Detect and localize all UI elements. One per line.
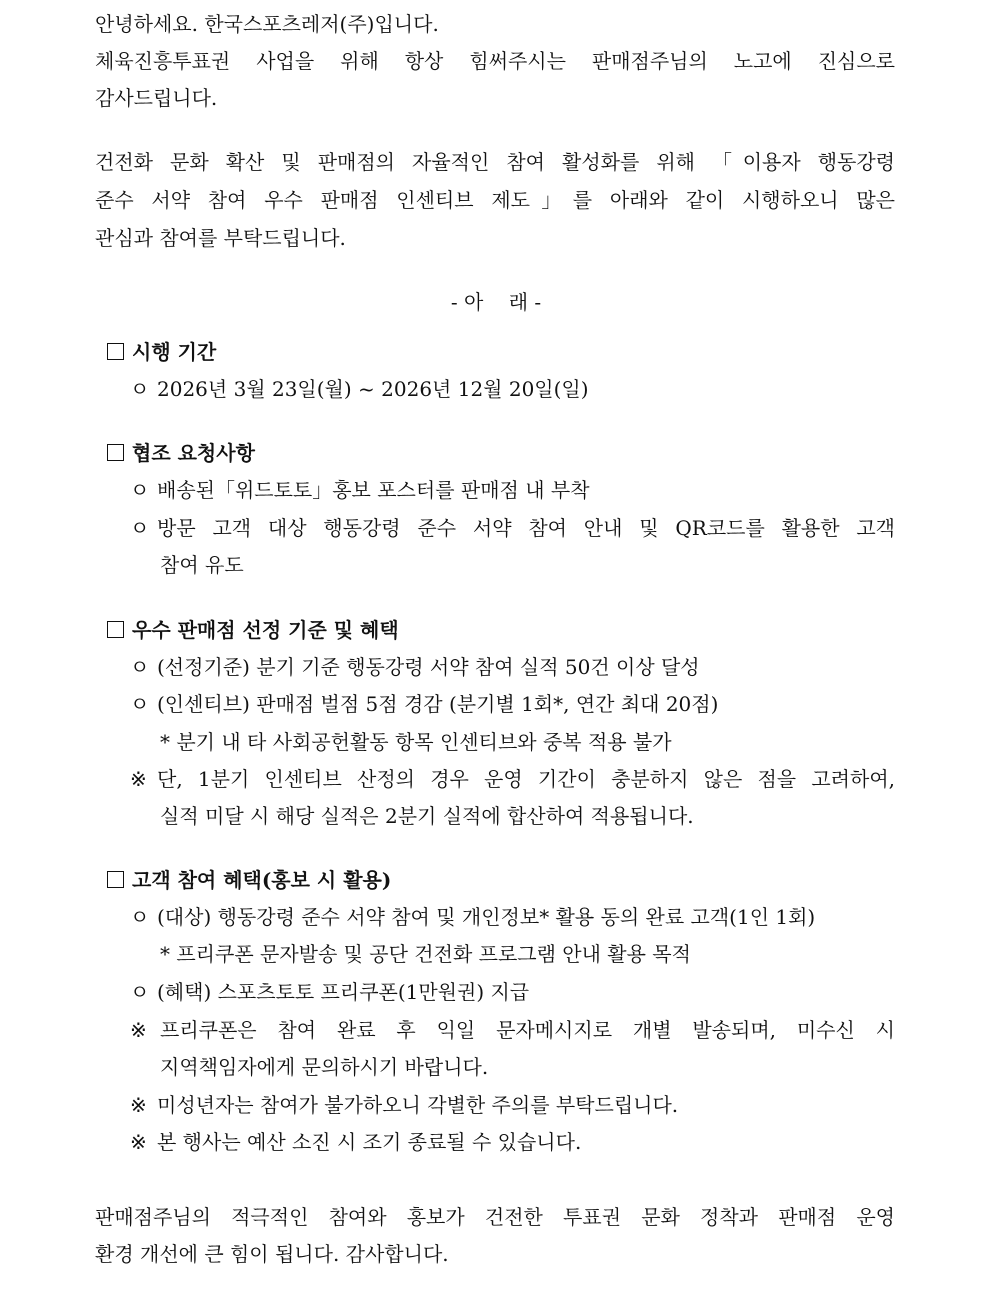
note-text: 미성년자는 참여가 불가하오니 각별한 주의를 부탁드립니다. [157,1093,679,1117]
circle-bullet-icon: ㅇ [130,980,150,1004]
reference-mark-icon: ※ [130,1018,147,1042]
list-item [130,375,930,403]
note-continuation: 지역책임자에게 문의하시기 바랍니다. [160,1055,489,1079]
circle-bullet-icon: ㅇ [130,655,150,679]
checkbox-icon [107,871,124,888]
section-heading [107,866,907,894]
list-item-text: (혜택) 스포츠토토 프리쿠폰(1만원권) 지급 [157,980,530,1004]
circle-bullet-icon: ㅇ [130,377,150,401]
note-text: 프리쿠폰은 참여 완료 후 익일 문자메시지로 개별 발송되며, 미수신 시 [160,1018,895,1042]
footnote: * 프리쿠폰 문자발송 및 공단 건전화 프로그램 안내 활용 목적 [160,942,691,966]
section-title: 협조 요청사항 [132,441,255,465]
note-item [130,1128,930,1156]
footnote: * 분기 내 타 사회공헌활동 항목 인센티브와 중복 적용 불가 [160,730,672,754]
list-item-text: 2026년 3월 23일(월) ~ 2026년 12월 20일(일) [157,377,589,401]
note-item [130,765,930,793]
circle-bullet-icon: ㅇ [130,478,150,502]
checkbox-icon [107,444,124,461]
intro-line: 감사드립니다. [95,86,218,110]
list-item-text: 방문 고객 대상 행동강령 준수 서약 참여 안내 및 QR코드를 활용한 고객 [157,516,895,540]
section-title: 우수 판매점 선정 기준 및 혜택 [132,618,399,642]
circle-bullet-icon: ㅇ [130,516,150,540]
section-heading [107,616,907,644]
checkbox-icon [107,621,124,638]
circle-bullet-icon: ㅇ [130,905,150,929]
list-item-text: (인센티브) 판매점 벌점 5점 경감 (분기별 1회*, 연간 최대 20점) [157,692,719,716]
reference-mark-icon: ※ [130,1093,147,1117]
list-item [130,653,930,681]
list-item-text: (선정기준) 분기 기준 행동강령 서약 참여 실적 50건 이상 달성 [157,655,700,679]
intro-line: 건전화 문화 확산 및 판매점의 자율적인 참여 활성화를 위해 「이용자 행동강령 [95,150,895,174]
list-item [130,903,930,931]
intro-line: 체육진흥투표권 사업을 위해 항상 힘써주시는 판매점주님의 노고에 진심으로 [95,49,895,73]
closing-line: 환경 개선에 큰 힘이 됩니다. 감사합니다. [95,1242,449,1266]
checkbox-icon [107,343,124,360]
reference-mark-icon: ※ [130,767,147,791]
list-item [130,476,930,504]
note-item [130,1016,930,1044]
note-item [130,1091,930,1119]
note-text: 단, 1분기 인센티브 산정의 경우 운영 기간이 충분하지 않은 점을 고려하여, [157,767,895,791]
reference-mark-icon: ※ [130,1130,147,1154]
note-text: 본 행사는 예산 소진 시 조기 종료될 수 있습니다. [157,1130,582,1154]
section-title: 고객 참여 혜택(홍보 시 활용) [132,868,392,892]
circle-bullet-icon: ㅇ [130,692,150,716]
intro-line: 관심과 참여를 부탁드립니다. [95,226,346,250]
note-continuation: 실적 미달 시 해당 실적은 2분기 실적에 합산하여 적용됩니다. [160,804,694,828]
section-divider: - 아 래 - [450,290,542,314]
list-item [130,978,930,1006]
list-item-text: 배송된「위드토토」홍보 포스터를 판매점 내 부착 [157,478,590,502]
closing-line: 판매점주님의 적극적인 참여와 홍보가 건전한 투표권 문화 정착과 판매점 운영 [95,1205,895,1229]
section-title: 시행 기간 [132,340,217,364]
intro-line: 안녕하세요. 한국스포츠레저(주)입니다. [95,12,439,36]
list-item [130,514,930,542]
list-item-text: (대상) 행동강령 준수 서약 참여 및 개인정보* 활용 동의 완료 고객(1인 1회) [157,905,816,929]
section-heading [107,439,907,467]
list-item [130,690,930,718]
list-item-continuation: 참여 유도 [160,553,244,577]
intro-line: 준수 서약 참여 우수 판매점 인센티브 제도」를 아래와 같이 시행하오니 많은 [95,188,895,212]
section-heading [107,338,907,366]
